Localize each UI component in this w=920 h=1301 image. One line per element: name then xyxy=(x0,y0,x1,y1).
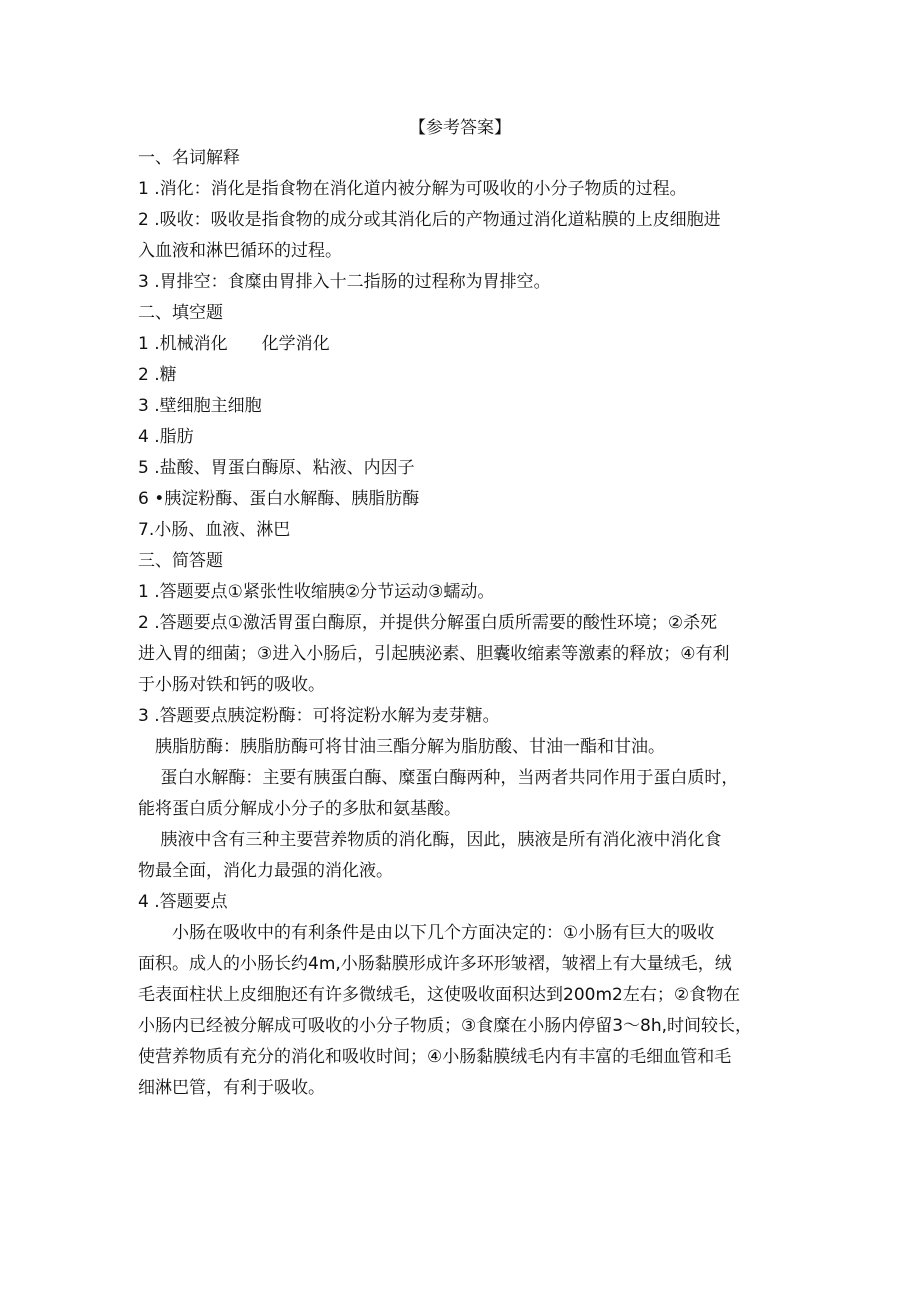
paragraph-line: 2 .吸收：吸收是指食物的成分或其消化后的产物通过消化道粘膜的上皮细胞进 xyxy=(138,210,721,230)
paragraph-line: 于小肠对铁和钙的吸收。 xyxy=(138,675,325,695)
paragraph-line: 面积。成人的小肠长约4m,小肠黏膜形成许多环形皱褶，皱褶上有大量绒毛，绒 xyxy=(138,954,732,974)
section-heading-fill-blank: 二、填空题 xyxy=(138,303,223,323)
paragraph-line: 使营养物质有充分的消化和吸收时间；④小肠黏膜绒毛内有丰富的毛细血管和毛 xyxy=(138,1047,732,1067)
list-item: 1 .机械消化 化学消化 xyxy=(138,334,330,354)
paragraph-line: 物最全面，消化力最强的消化液。 xyxy=(138,861,393,881)
paragraph-line: 能将蛋白质分解成小分子的多肽和氨基酸。 xyxy=(138,799,461,819)
list-item: 2 .糖 xyxy=(138,365,177,385)
paragraph-line: 4 .答题要点 xyxy=(138,892,228,912)
paragraph-line: 细淋巴管，有利于吸收。 xyxy=(138,1078,325,1098)
paragraph-line: 毛表面柱状上皮细胞还有许多微绒毛，这使吸收面积达到200m2左右；②食物在 xyxy=(138,985,741,1005)
paragraph-line: 胰液中含有三种主要营养物质的消化酶，因此，胰液是所有消化液中消化食 xyxy=(138,830,722,850)
list-item: 3 .壁细胞主细胞 xyxy=(138,396,262,416)
paragraph-line: 1 .消化：消化是指食物在消化道内被分解为可吸收的小分子物质的过程。 xyxy=(138,179,687,199)
list-item: 4 .脂肪 xyxy=(138,427,194,447)
paragraph-line: 小肠在吸收中的有利条件是由以下几个方面决定的：①小肠有巨大的吸收 xyxy=(138,923,715,943)
paragraph-line: 胰脂肪酶：胰脂肪酶可将甘油三酯分解为脂肪酸、甘油一酯和甘油。 xyxy=(138,737,665,757)
paragraph-line: 进入胃的细菌；③进入小肠后，引起胰泌素、胆囊收缩素等激素的释放；④有利 xyxy=(138,644,730,664)
paragraph-line: 1 .答题要点①紧张性收缩胰②分节运动③蠕动。 xyxy=(138,582,495,602)
page-title: 【参考答案】 xyxy=(409,118,511,138)
paragraph-line: 3 .答题要点胰淀粉酶：可将淀粉水解为麦芽糖。 xyxy=(138,706,500,726)
list-item: 7.小肠、血液、淋巴 xyxy=(138,520,291,540)
section-heading-short-answer: 三、简答题 xyxy=(138,551,223,571)
list-item: 6 •胰淀粉酶、蛋白水解酶、胰脂肪酶 xyxy=(138,489,420,509)
paragraph-line: 2 .答题要点①激活胃蛋白酶原，并提供分解蛋白质所需要的酸性环境；②杀死 xyxy=(138,613,718,633)
list-item: 5 .盐酸、胃蛋白酶原、粘液、内因子 xyxy=(138,458,415,478)
section-heading-terms: 一、名词解释 xyxy=(138,148,240,168)
paragraph-line: 蛋白水解酶：主要有胰蛋白酶、糜蛋白酶两种，当两者共同作用于蛋白质时， xyxy=(138,768,739,788)
paragraph-line: 3 .胃排空：食糜由胃排入十二指肠的过程称为胃排空。 xyxy=(138,272,551,292)
paragraph-line: 小肠内已经被分解成可吸收的小分子物质；③食糜在小肠内停留3〜8h,时间较长， xyxy=(138,1016,753,1036)
paragraph-line: 入血液和淋巴循环的过程。 xyxy=(138,241,342,261)
